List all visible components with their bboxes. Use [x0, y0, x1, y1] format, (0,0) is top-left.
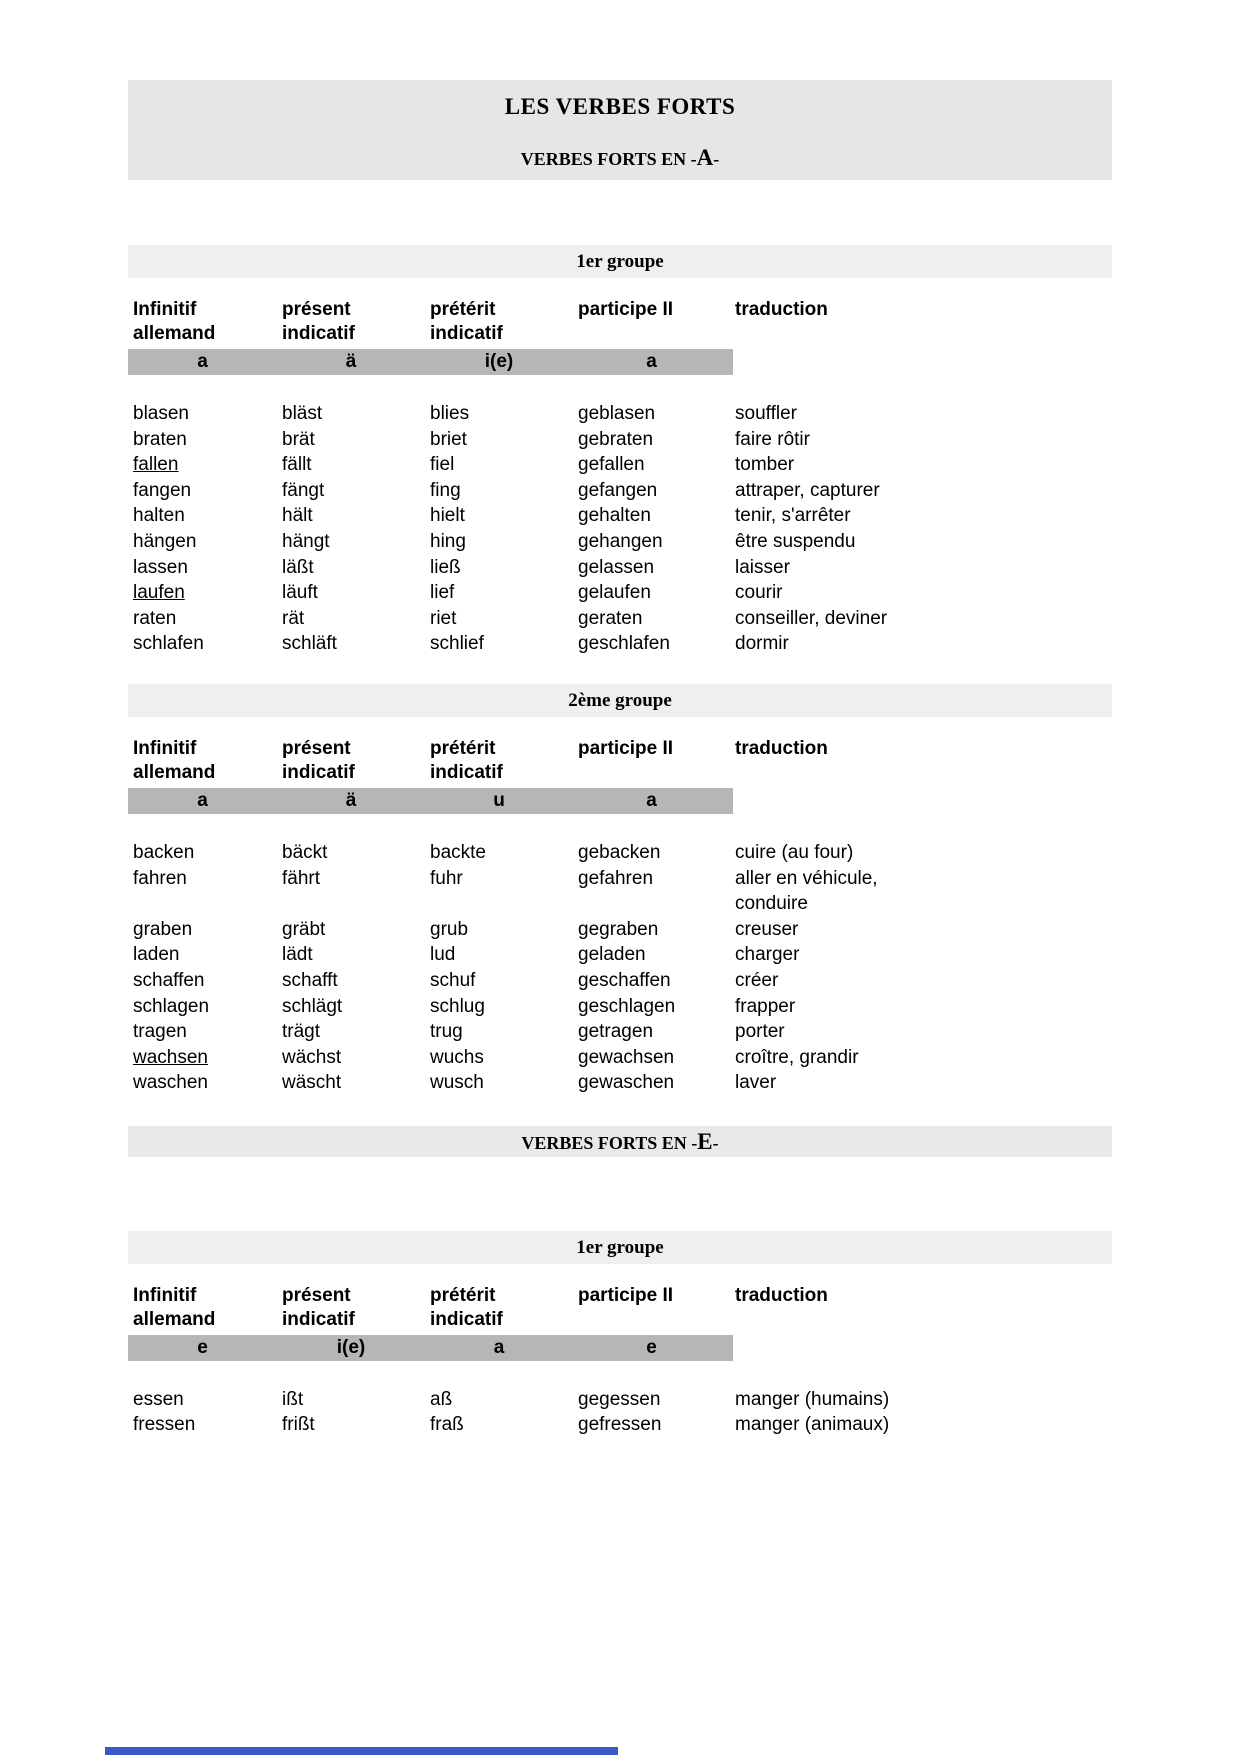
column-header-line: allemand — [133, 1308, 216, 1330]
column-header-line: prétérit — [430, 299, 496, 320]
verb-translation: laver — [735, 1072, 777, 1094]
verb-present: brät — [282, 428, 315, 450]
verb-translation: charger — [735, 944, 800, 966]
verb-row — [128, 555, 1112, 581]
verb-rows — [128, 1387, 1112, 1438]
group-heading: 1er groupe — [128, 1231, 1112, 1264]
verb-preterite: briet — [430, 428, 467, 450]
verb-preterite: hielt — [430, 505, 465, 527]
verb-present: schläft — [282, 633, 337, 655]
verb-infinitive: blasen — [133, 403, 189, 424]
vowel-pattern-cell: a — [493, 1336, 505, 1358]
verb-infinitive: halten — [133, 505, 185, 527]
verb-participle: gewaschen — [578, 1072, 675, 1094]
verb-present: gräbt — [282, 918, 326, 940]
verb-preterite: grub — [430, 918, 469, 940]
verb-row — [128, 942, 1112, 968]
verb-translation: souffler — [735, 403, 797, 424]
column-header-line: traduction — [735, 299, 828, 320]
verb-infinitive: hängen — [133, 530, 197, 552]
verb-preterite: aß — [430, 1388, 453, 1410]
verb-participle: gefangen — [578, 479, 658, 501]
verb-present: fängt — [282, 479, 325, 501]
verb-row — [128, 503, 1112, 529]
section-a-heading-suffix: - — [713, 149, 720, 169]
column-header-line: indicatif — [430, 761, 503, 783]
verb-row — [128, 478, 1112, 504]
verb-present: fährt — [282, 867, 321, 889]
verb-infinitive: fallen — [133, 454, 179, 476]
vowel-pattern-cell: e — [646, 1336, 657, 1358]
column-header-line: traduction — [735, 1284, 828, 1306]
verb-present: rät — [282, 607, 305, 629]
verb-participle: gefallen — [578, 454, 645, 476]
verb-row — [128, 1412, 1112, 1438]
verb-infinitive: fahren — [133, 867, 187, 889]
document-content — [128, 80, 1112, 1438]
verb-translation: creuser — [735, 918, 799, 940]
verb-translation: créer — [735, 969, 779, 991]
verb-present: fällt — [282, 454, 312, 476]
vowel-pattern-band — [128, 1335, 733, 1361]
vowel-pattern-band — [128, 788, 733, 814]
column-header-line: indicatif — [282, 761, 355, 783]
vowel-pattern-cell: a — [197, 789, 208, 811]
column-header — [578, 298, 735, 346]
vowel-pattern-cell: ä — [345, 789, 357, 811]
section-e-heading-band — [128, 1126, 1112, 1157]
verb-present: schlägt — [282, 995, 343, 1017]
column-header — [282, 298, 430, 346]
verb-translation: tenir, s'arrêter — [735, 505, 851, 527]
vowel-pattern-cell: u — [493, 789, 505, 811]
verb-infinitive: tragen — [133, 1021, 187, 1043]
column-header-line: présent — [282, 299, 351, 320]
verb-preterite: ließ — [430, 556, 461, 578]
verb-participle: gelassen — [578, 556, 655, 578]
column-header-line: présent — [282, 737, 351, 759]
verb-preterite: schlief — [430, 633, 484, 655]
vowel-pattern-band — [128, 349, 733, 375]
verb-row — [128, 631, 1112, 657]
column-header — [430, 737, 578, 785]
column-header-line: indicatif — [430, 1308, 503, 1330]
verb-preterite: lud — [430, 944, 456, 966]
verb-participle: geladen — [578, 944, 646, 966]
verb-preterite: backte — [430, 841, 486, 863]
section-e-heading-prefix: VERBES FORTS EN - — [521, 1132, 698, 1153]
verb-row — [128, 427, 1112, 453]
column-header-line: prétérit — [430, 1284, 496, 1306]
verb-infinitive: laden — [133, 944, 180, 966]
column-header — [735, 298, 1112, 346]
document-header-band — [128, 80, 1112, 180]
verb-table-e-group1 — [128, 1231, 1112, 1438]
verb-participle: geraten — [578, 607, 643, 629]
column-header-line: allemand — [133, 761, 216, 783]
column-header-line: participe II — [578, 299, 674, 320]
column-header-line: Infinitif — [133, 299, 197, 320]
verb-participle: geschaffen — [578, 969, 671, 991]
column-header-line: traduction — [735, 737, 828, 759]
column-header — [430, 1284, 578, 1332]
verb-present: läuft — [282, 582, 318, 604]
verb-row — [128, 529, 1112, 555]
column-header — [578, 737, 735, 785]
verb-table-a-group2 — [128, 684, 1112, 1096]
verb-row — [128, 606, 1112, 632]
verb-participle: gelaufen — [578, 582, 651, 604]
verb-translation: attraper, capturer — [735, 479, 880, 501]
verb-present: läßt — [282, 556, 314, 578]
verb-participle: geschlafen — [578, 633, 670, 655]
vowel-pattern-cell: a — [197, 351, 208, 372]
verb-row — [128, 968, 1112, 994]
verb-row — [128, 917, 1112, 943]
document-title: LES VERBES FORTS — [504, 94, 736, 119]
verb-translation: cuire (au four) — [735, 841, 854, 863]
verb-infinitive: lassen — [133, 556, 188, 578]
column-header — [735, 1284, 1112, 1332]
verb-infinitive: schaffen — [133, 969, 205, 991]
column-header — [133, 298, 282, 346]
verb-preterite: wuchs — [430, 1046, 484, 1068]
column-header-line: indicatif — [430, 323, 503, 344]
column-header — [282, 737, 430, 785]
column-header — [133, 737, 282, 785]
verb-infinitive: essen — [133, 1388, 184, 1410]
verb-infinitive: waschen — [133, 1072, 208, 1094]
verb-row — [128, 401, 1112, 427]
verb-translation: dormir — [735, 633, 789, 655]
verb-participle: gewachsen — [578, 1046, 675, 1068]
verb-translation: croître, grandir — [735, 1046, 859, 1068]
vowel-pattern-cell: i(e) — [336, 1336, 366, 1358]
vowel-pattern-cell: e — [197, 1336, 208, 1358]
verb-preterite: trug — [430, 1021, 463, 1043]
verb-row — [128, 1070, 1112, 1096]
verb-present: hängt — [282, 530, 330, 552]
verb-row — [128, 452, 1112, 478]
verb-infinitive: braten — [133, 428, 187, 450]
verb-translation: courir — [735, 582, 783, 604]
verb-participle: gegessen — [578, 1388, 661, 1410]
verb-present: wäscht — [282, 1072, 342, 1094]
section-a-heading-prefix: VERBES FORTS EN - — [520, 149, 697, 169]
verb-participle: gefressen — [578, 1414, 662, 1436]
section-e-heading-suffix: - — [712, 1132, 719, 1153]
verb-present: hält — [282, 505, 313, 527]
verb-participle: geblasen — [578, 403, 656, 424]
verb-present: bäckt — [282, 841, 328, 863]
verb-preterite: fing — [430, 479, 461, 501]
column-header-line: participe II — [578, 1284, 674, 1306]
verb-infinitive: wachsen — [133, 1046, 208, 1068]
group-heading: 2ème groupe — [128, 684, 1112, 717]
verb-row — [128, 866, 1112, 917]
verb-translation: tomber — [735, 454, 795, 476]
vowel-pattern-cell: i(e) — [484, 351, 514, 372]
verb-infinitive: fangen — [133, 479, 192, 501]
verb-preterite: wusch — [430, 1072, 484, 1094]
section-a-heading — [128, 145, 1112, 171]
verb-translation: porter — [735, 1021, 785, 1043]
verb-translation: manger (humains) — [735, 1388, 890, 1410]
verb-participle: gebacken — [578, 841, 661, 863]
column-header-line: Infinitif — [133, 737, 197, 759]
verb-translation: faire rôtir — [735, 428, 810, 450]
column-header-line: indicatif — [282, 323, 355, 344]
verb-preterite: riet — [430, 607, 457, 629]
verb-preterite: schlug — [430, 995, 485, 1017]
verb-row — [128, 1045, 1112, 1071]
verb-present: lädt — [282, 944, 313, 966]
verb-preterite: hing — [430, 530, 466, 552]
column-header-line: Infinitif — [133, 1284, 197, 1306]
verb-rows — [128, 840, 1112, 1096]
column-header-line: prétérit — [430, 737, 496, 759]
verb-translation: aller en véhicule, conduire — [735, 867, 878, 915]
verb-infinitive: graben — [133, 918, 193, 940]
vowel-pattern-cell: a — [646, 789, 657, 811]
verb-participle: geschlagen — [578, 995, 676, 1017]
verb-present: wächst — [282, 1046, 342, 1068]
verb-translation: être suspendu — [735, 530, 856, 552]
verb-preterite: fiel — [430, 454, 455, 476]
column-header-line: allemand — [133, 323, 216, 344]
verb-participle: gehangen — [578, 530, 663, 552]
verb-translation: frapper — [735, 995, 796, 1017]
section-e-heading-letter: E — [697, 1128, 713, 1154]
verb-present: ißt — [282, 1388, 304, 1410]
verb-infinitive: schlagen — [133, 995, 210, 1017]
verb-infinitive: fressen — [133, 1414, 196, 1436]
verb-translation: laisser — [735, 556, 790, 578]
column-header-line: présent — [282, 1284, 351, 1306]
column-header — [430, 298, 578, 346]
verb-preterite: fuhr — [430, 867, 463, 889]
vowel-pattern-cell: ä — [345, 351, 357, 372]
column-header-row — [128, 737, 1112, 785]
column-header-row — [128, 1284, 1112, 1332]
column-header — [133, 1284, 282, 1332]
verb-present: trägt — [282, 1021, 321, 1043]
verb-infinitive: laufen — [133, 582, 185, 604]
column-header — [578, 1284, 735, 1332]
verb-participle: gefahren — [578, 867, 654, 889]
verb-preterite: blies — [430, 403, 470, 424]
verb-present: bläst — [282, 403, 323, 424]
column-header-row — [128, 298, 1112, 346]
verb-row — [128, 1019, 1112, 1045]
verb-preterite: schuf — [430, 969, 476, 991]
section-a-heading-letter: A — [696, 145, 714, 170]
verb-infinitive: schlafen — [133, 633, 204, 655]
verb-translation: manger (animaux) — [735, 1414, 890, 1436]
group-heading: 1er groupe — [128, 245, 1112, 278]
vowel-pattern-cell: a — [646, 351, 657, 372]
verb-participle: gegraben — [578, 918, 659, 940]
column-header-line: participe II — [578, 737, 674, 759]
column-header — [282, 1284, 430, 1332]
verb-participle: getragen — [578, 1021, 654, 1043]
verb-rows — [128, 401, 1112, 657]
verb-translation: conseiller, deviner — [735, 607, 888, 629]
verb-preterite: lief — [430, 582, 455, 604]
verb-table-a-group1 — [128, 245, 1112, 657]
bottom-blue-bar — [105, 1747, 618, 1755]
verb-present: schafft — [282, 969, 338, 991]
column-header-line: indicatif — [282, 1308, 355, 1330]
verb-participle: gehalten — [578, 505, 651, 527]
verb-preterite: fraß — [430, 1414, 464, 1436]
verb-present: frißt — [282, 1414, 315, 1436]
column-header — [735, 737, 1112, 785]
verb-row — [128, 1387, 1112, 1413]
verb-row — [128, 840, 1112, 866]
verb-row — [128, 580, 1112, 606]
verb-participle: gebraten — [578, 428, 654, 450]
verb-infinitive: raten — [133, 607, 177, 629]
verb-row — [128, 994, 1112, 1020]
verb-infinitive: backen — [133, 841, 195, 863]
